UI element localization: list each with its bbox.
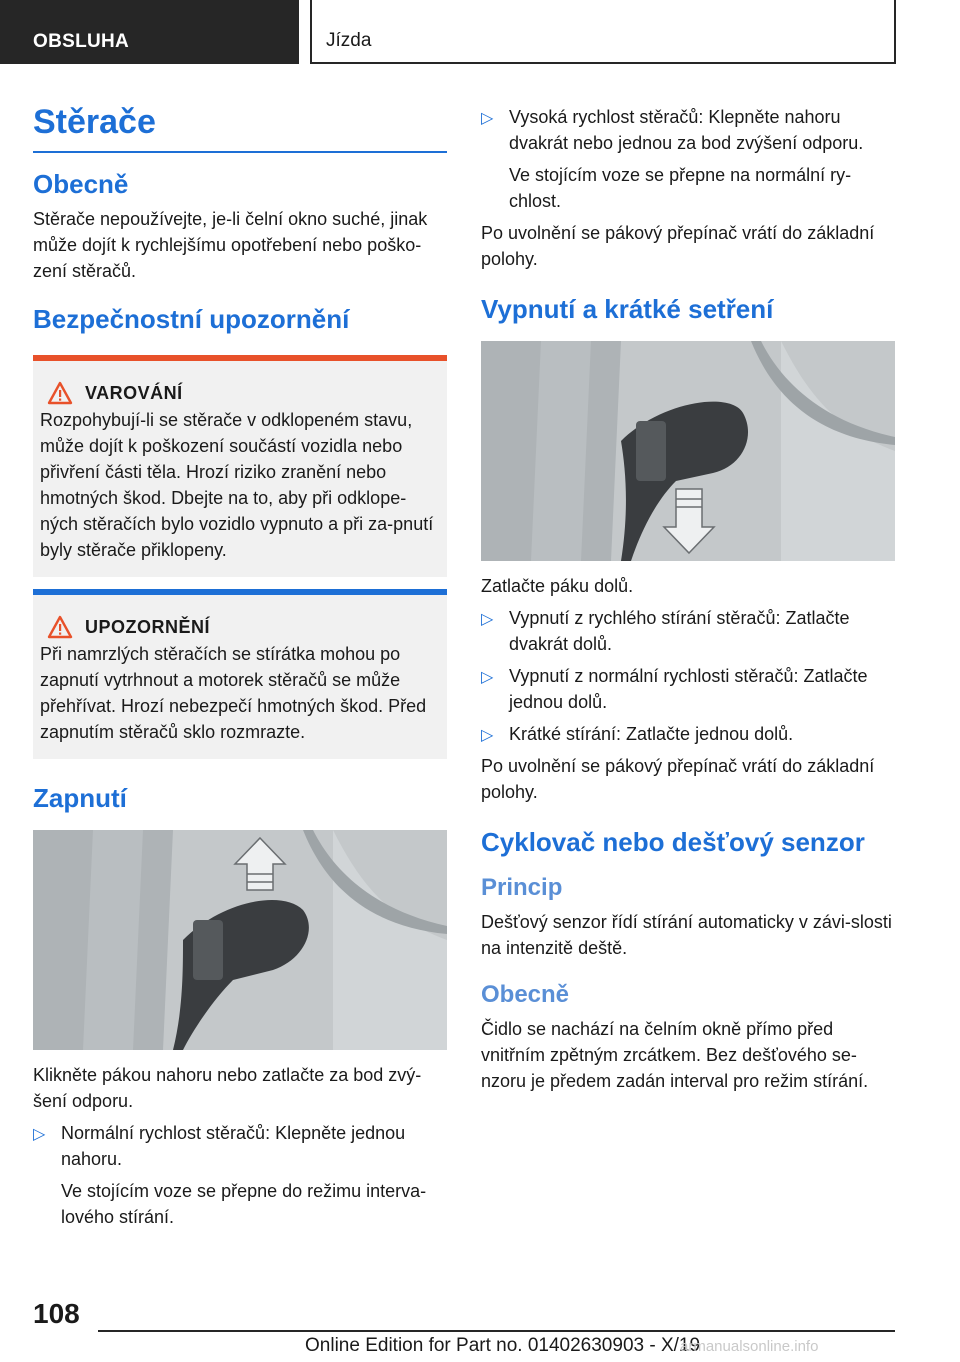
off-bullet-normal-text: Vypnutí z normální rychlosti stěračů: Zatlačte jednou dolů. bbox=[509, 666, 868, 713]
general-text: Stěrače nepoužívejte, je-li čelní okno suché, jinak může dojít k rychlejšímu opotřebení nebo poško-zení stěračů. bbox=[33, 208, 428, 281]
general-heading: Obecně bbox=[33, 168, 129, 199]
off-heading: Vypnutí a krátké setření bbox=[481, 294, 774, 324]
warning-icon bbox=[47, 381, 73, 405]
lever-up-illustration bbox=[33, 830, 447, 1050]
on-heading: Zapnutí bbox=[33, 783, 127, 814]
triangle-bullet-icon: ▷ bbox=[33, 1126, 46, 1144]
bullet-fast-speed-note: Ve stojícím voze se přepne na normální ry-chlost. bbox=[509, 165, 852, 211]
bullet-fast-speed bbox=[481, 104, 895, 156]
release-text: Po uvolnění se pákový přepínač vrátí do základní polohy. bbox=[481, 223, 875, 269]
left-column bbox=[33, 100, 447, 1230]
lever-down-image bbox=[481, 341, 895, 561]
off-bullet-fast-text: Vypnutí z rychlého stírání stěračů: Zatlačte dvakrát dolů. bbox=[509, 608, 850, 655]
general2-text: Čidlo se nachází na čelním okně přímo před vnitřním zpětným zrcátkem. Bez dešťového se-nzoru je předem zadán interval pro režim stírání. bbox=[481, 1018, 869, 1091]
lever-up-image bbox=[33, 830, 447, 1050]
triangle-bullet-icon: ▷ bbox=[481, 727, 494, 745]
page-number: 108 bbox=[33, 1298, 80, 1329]
principle-heading: Princip bbox=[481, 874, 563, 902]
notice-text: Při namrzlých stěračích se stírátka mohou po zapnutí vytrhnout a motorek stěračů se může přehřívat. Hrozí nebezpečí hmotných škod. Před zapnutím stěračů sklo rozmrazte. bbox=[40, 644, 427, 743]
off-text: Zatlačte páku dolů. bbox=[481, 576, 634, 597]
chapter-tab bbox=[310, 0, 896, 64]
notice-title: UPOZORNĚNÍ bbox=[85, 616, 211, 637]
lever-down-illustration bbox=[481, 341, 895, 561]
notice-box bbox=[33, 589, 447, 759]
on-text: Klikněte pákou nahoru nebo zatlačte za bod zvý-šení odporu. bbox=[33, 1065, 422, 1112]
off-bullet-normal bbox=[481, 663, 895, 715]
triangle-bullet-icon: ▷ bbox=[481, 669, 494, 687]
footer-rule bbox=[98, 1330, 895, 1332]
warning-title: VAROVÁNÍ bbox=[85, 382, 183, 403]
warning-text: Rozpohybují-li se stěrače v odklopeném stavu, může dojít k poškození součástí vozidla nebo přivření části těla. Hrozí riziko zranění nebo hmotných škod. Dbejte na to, aby při odklope-ných stěračích bylo vozidlo vypnuto a při za-pnutí byly stěrače přiklopeny. bbox=[40, 410, 434, 561]
edition-text: Online Edition for Part no. 01402630903 - X/19 bbox=[305, 1335, 701, 1356]
page-title: Stěrače bbox=[33, 103, 156, 141]
watermark: armanualsonline.info bbox=[680, 1338, 819, 1355]
triangle-bullet-icon: ▷ bbox=[481, 611, 494, 629]
off-bullet-short-text: Krátké stírání: Zatlačte jednou dolů. bbox=[509, 724, 794, 745]
notice-icon bbox=[47, 615, 73, 639]
off-bullet-fast bbox=[481, 605, 895, 657]
rain-heading: Cyklovač nebo dešťový senzor bbox=[481, 827, 865, 858]
release-text-2: Po uvolnění se pákový přepínač vrátí do základní polohy. bbox=[481, 756, 875, 803]
warning-box bbox=[33, 355, 447, 577]
title-rule bbox=[33, 151, 447, 153]
off-bullet-short bbox=[481, 721, 895, 747]
bullet-normal-speed-text: Normální rychlost stěračů: Klepněte jednou nahoru. bbox=[61, 1123, 406, 1170]
section-tab bbox=[0, 0, 299, 64]
right-column bbox=[481, 104, 895, 1094]
triangle-bullet-icon: ▷ bbox=[481, 110, 494, 127]
bullet-normal-speed bbox=[33, 1120, 447, 1172]
chapter-label: Jízda bbox=[326, 30, 372, 51]
section-label: OBSLUHA bbox=[33, 31, 130, 52]
principle-text: Dešťový senzor řídí stírání automaticky v závi-slosti na intenzitě deště. bbox=[481, 912, 892, 959]
general2-heading: Obecně bbox=[481, 981, 570, 1009]
safety-heading: Bezpečnostní upozornění bbox=[33, 303, 350, 334]
bullet-normal-speed-note: Ve stojícím voze se přepne do režimu interva-lového stírání. bbox=[61, 1181, 427, 1228]
bullet-fast-speed-text: Vysoká rychlost stěračů: Klepněte nahoru dvakrát nebo jednou za bod zvýšení odporu. bbox=[509, 107, 864, 153]
